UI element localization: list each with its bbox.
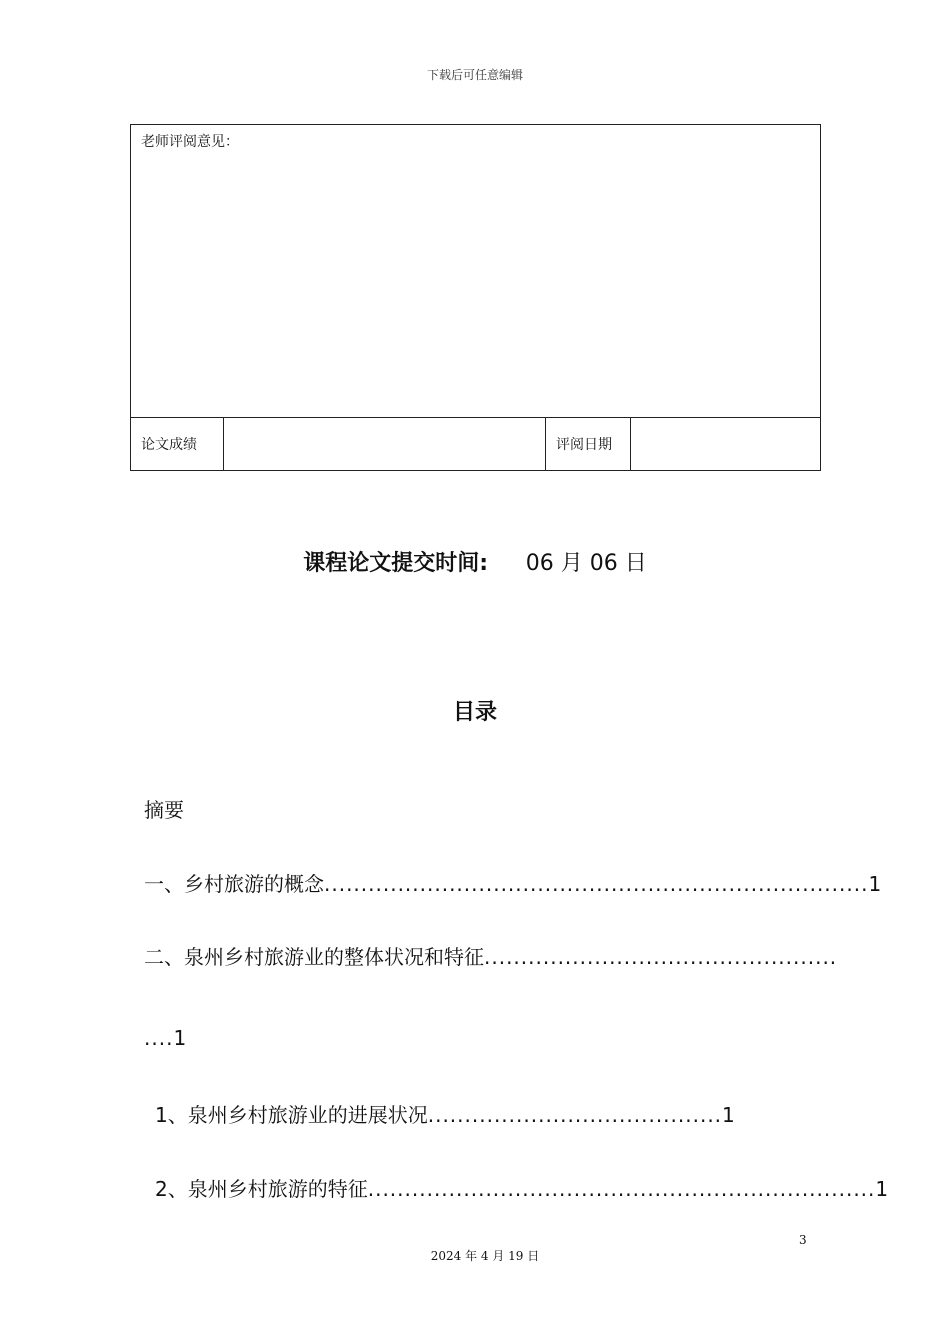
toc-item[interactable]	[144, 868, 881, 897]
page-number: 3	[799, 1233, 807, 1247]
toc-item-page: 1	[868, 872, 882, 896]
toc-item-text: 一、乡村旅游的概念	[144, 872, 324, 896]
toc-title: 目录	[452, 700, 497, 725]
toc-item-page: 1	[875, 1177, 889, 1201]
header-note: 下载后可任意编辑	[426, 68, 523, 82]
review-date-label: 评阅日期	[546, 418, 631, 471]
toc-item-dots: .....................................................................	[367, 1177, 876, 1201]
teacher-comment-cell[interactable]	[131, 125, 821, 418]
submission-time	[0, 546, 950, 577]
grade-value-cell[interactable]	[224, 418, 546, 471]
review-date-value-cell[interactable]	[631, 418, 821, 471]
review-table	[130, 124, 821, 471]
toc-item[interactable]	[155, 1099, 735, 1128]
toc-item[interactable]	[155, 1173, 888, 1202]
toc-item-text: 2、泉州乡村旅游的特征	[155, 1177, 368, 1201]
toc-item[interactable]	[144, 941, 837, 970]
toc-item-text: 1、泉州乡村旅游业的进展状况	[155, 1103, 428, 1127]
grade-label: 论文成绩	[131, 418, 224, 471]
teacher-comment-label: 老师评阅意见：	[141, 134, 239, 150]
toc-item-page: 1	[722, 1103, 735, 1127]
submission-value: 06 月 06 日	[525, 551, 647, 576]
toc-item-dots: ....	[144, 1026, 174, 1050]
toc-item-dots: ................................................	[484, 945, 838, 969]
toc-item[interactable]	[144, 1026, 186, 1050]
toc-item-dots: ..........................................................................	[324, 872, 869, 896]
footer-date: 2024 年 4 月 19 日	[430, 1249, 540, 1263]
toc-item-page: 1	[173, 1026, 187, 1050]
toc-item-dots: ........................................	[427, 1103, 723, 1127]
toc-abstract[interactable]: 摘要	[144, 798, 184, 822]
submission-label: 课程论文提交时间:	[303, 551, 489, 576]
toc-item-text: 二、泉州乡村旅游业的整体状况和特征	[144, 945, 484, 969]
